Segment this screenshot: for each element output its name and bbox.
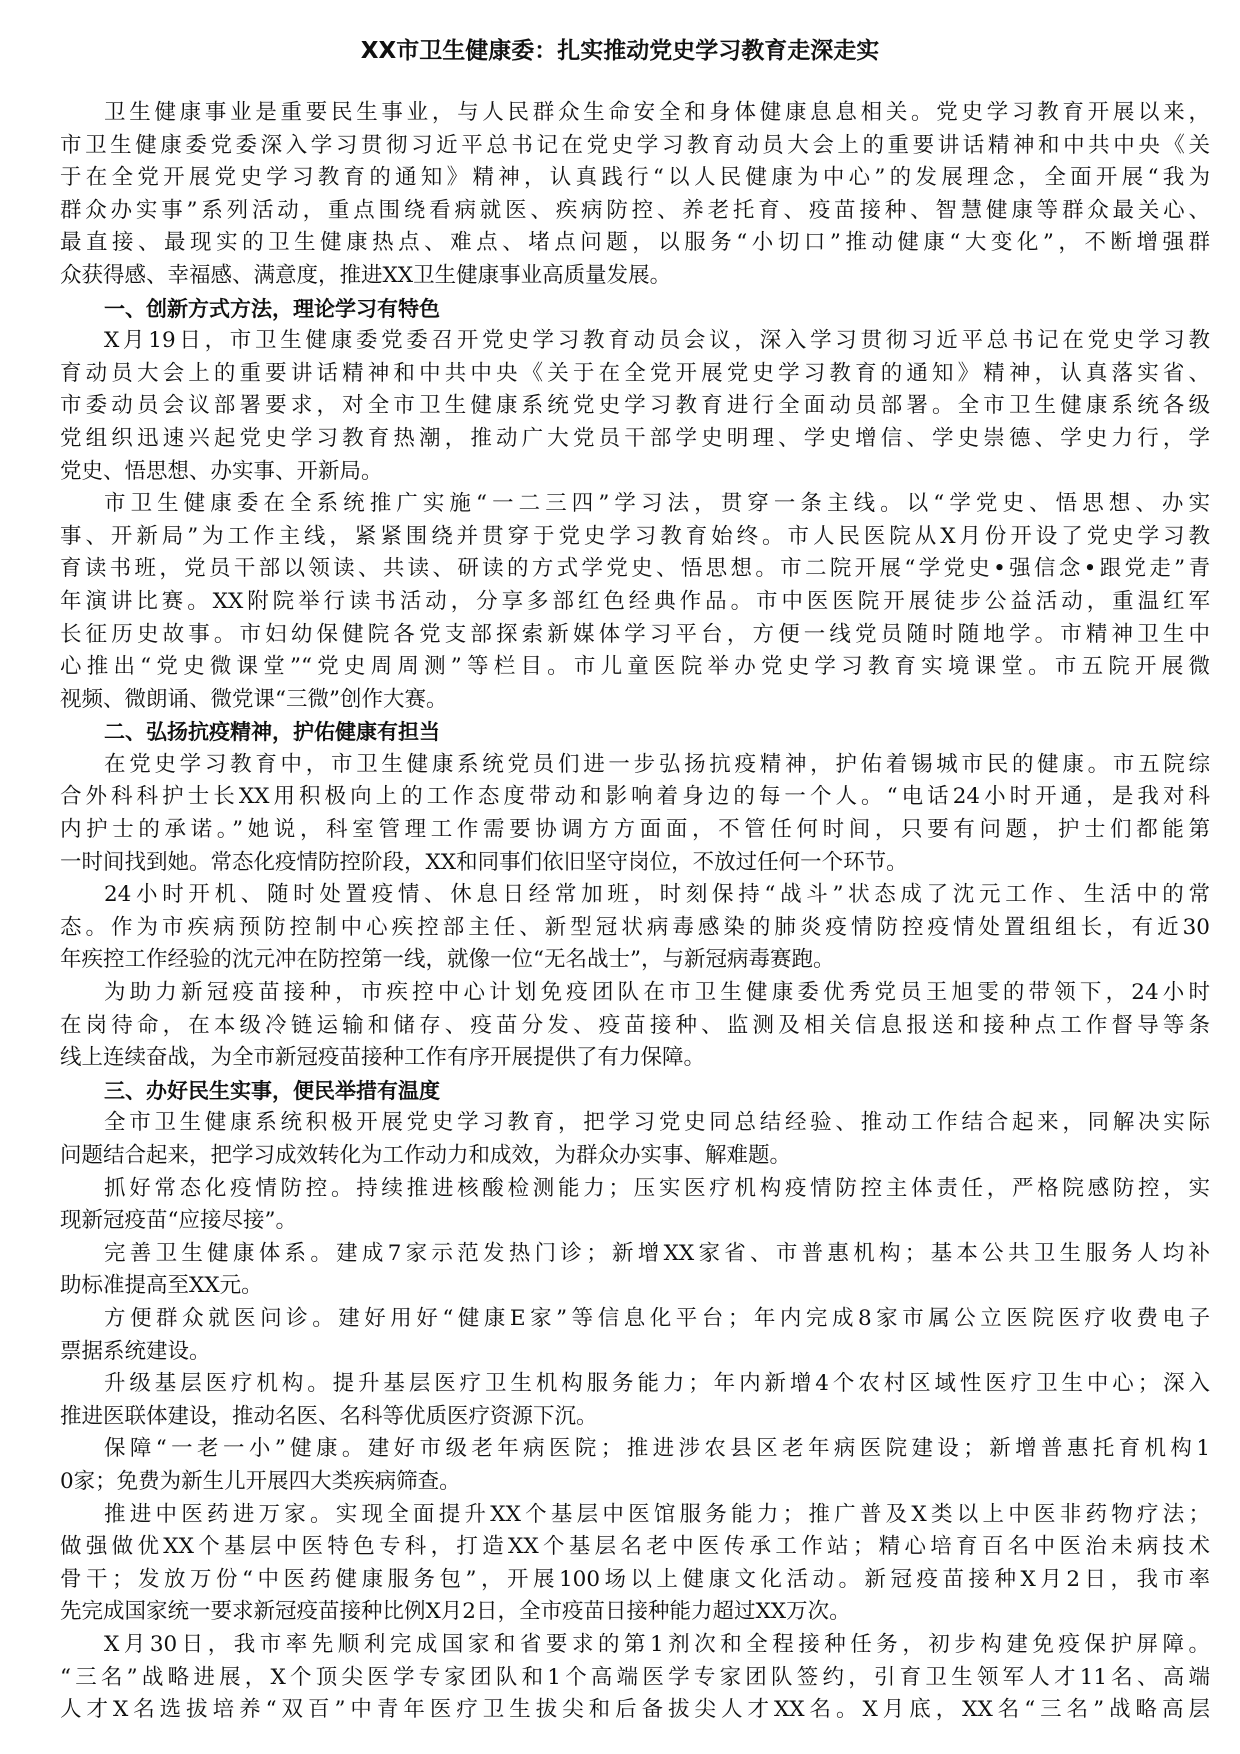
paragraph-line: 心推出“党史微课堂”“党史周周测”等栏目。市儿童医院举办党史学习教育实境课堂。市五院开展微 [60,654,1210,680]
paragraph-line: 人才X名选拔培养“双百”中青年医疗卫生拔尖和后备拔尖人才XX名。X月底，XX名“三名”战略高层 [60,1697,1210,1723]
paragraph [60,1433,1210,1498]
paragraph-line: 抓好常态化疫情防控。持续推进核酸检测能力；压实医疗机构疫情防控主体责任，严格院感防控，实 [104,1175,1210,1201]
paragraph-line: 助标准提高至XX元。 [60,1273,263,1299]
paragraph-line: 市卫生健康委党委深入学习贯彻习近平总书记在党史学习教育动员大会上的重要讲话精神和中共中央《关 [60,132,1210,158]
paragraph-line: 推进中医药进万家。实现全面提升XX个基层中医馆服务能力；推广普及X类以上中医非药物疗法； [104,1501,1210,1527]
paragraph [60,488,1210,716]
paragraph-line: 党史、悟思想、办实事、开新局。 [60,458,383,484]
paragraph-line: 票据系统建设。 [60,1338,211,1364]
paragraph-line: 问题结合起来，把学习成效转化为工作动力和成效，为群众办实事、解难题。 [60,1143,792,1168]
paragraph-line: “三名”战略进展，X个顶尖医学专家团队和1个高端医学专家团队签约，引育卫生领军人才11名、高端 [60,1664,1210,1690]
paragraph-line: 众获得感、幸福感、满意度，推进XX卫生健康事业高质量发展。 [60,262,672,288]
section-heading: 三、办好民生实事，便民举措有温度 [104,1078,440,1103]
paragraph-line: 育读书班，党员干部以领读、共读、研读的方式学党史、悟思想。市二院开展“学党史•强信念•跟党走”青 [60,556,1210,582]
paragraph-line: 育动员大会上的重要讲话精神和中共中央《关于在全党开展党史学习教育的通知》精神，认真落实省、 [60,360,1210,386]
paragraph-line: 市委动员会议部署要求，对全市卫生健康系统党史学习教育进行全面动员部署。全市卫生健康系统各级 [60,393,1210,419]
paragraph-line: 事、开新局”为工作主线，紧紧围绕并贯穿于党史学习教育始终。市人民医院从X月份开设了党史学习教 [60,523,1210,549]
paragraph-line: X月19日，市卫生健康委党委召开党史学习教育动员会议，深入学习贯彻习近平总书记在党史学习教 [104,328,1210,354]
paragraph [60,1107,1210,1172]
paragraph-line: 市卫生健康委在全系统推广实施“一二三四”学习法，贯穿一条主线。以“学党史、悟思想、办实 [104,491,1210,517]
paragraph-line: 长征历史故事。市妇幼保健院各党支部探索新媒体学习平台，方便一线党员随时随地学。市精神卫生中 [60,621,1210,647]
paragraph-line: 合外科科护士长XX用积极向上的工作态度带动和影响着身边的每一个人。“电话24小时开通，是我对科 [60,784,1210,810]
paragraph-line: 于在全党开展党史学习教育的通知》精神，认真践行“以人民健康为中心”的发展理念，全面开展“我为 [60,165,1210,191]
paragraph-line: 升级基层医疗机构。提升基层医疗卫生机构服务能力；年内新增4个农村区域性医疗卫生中心；深入 [104,1371,1210,1397]
paragraph [60,1629,1210,1727]
paragraph [60,977,1210,1075]
paragraph-line: 保障“一老一小”健康。建好市级老年病医院；推进涉农县区老年病医院建设；新增普惠托育机构1 [104,1436,1210,1462]
paragraph [60,1368,1210,1433]
paragraph-line: 态。作为市疾病预防控制中心疾控部主任、新型冠状病毒感染的肺炎疫情防控疫情处置组组长，有近30 [60,914,1210,940]
document-title: XX市卫生健康委：扎实推动党史学习教育走深走实 [360,38,880,64]
paragraph-line: 24小时开机、随时处置疫情、休息日经常加班，时刻保持“战斗”状态成了沈元工作、生活中的常 [104,882,1210,908]
paragraph-line: 全市卫生健康系统积极开展党史学习教育，把学习党史同总结经验、推动工作结合起来，同解决实际 [104,1110,1210,1136]
paragraph-line: 方便群众就医问诊。建好用好“健康E家”等信息化平台；年内完成8家市属公立医院医疗收费电子 [104,1305,1210,1331]
section-heading: 二、弘扬抗疫精神，护佑健康有担当 [104,720,440,745]
paragraph-line: 完善卫生健康体系。建成7家示范发热门诊；新增XX家省、市普惠机构；基本公共卫生服务人均补 [104,1240,1210,1266]
paragraph-line: 先完成国家统一要求新冠疫苗接种比例X月2日，全市疫苗日接种能力超过XX万次。 [60,1599,851,1625]
paragraph [60,1238,1210,1303]
paragraph-line: X月30日，我市率先顺利完成国家和省要求的第1剂次和全程接种任务，初步构建免疫保护屏障。 [104,1631,1210,1657]
paragraph-line: 内护士的承诺。”她说，科室管理工作需要协调方方面面，不管任何时间，只要有问题，护士们都能第 [60,817,1210,843]
paragraph-line: 为助力新冠疫苗接种，市疾控中心计划免疫团队在市卫生健康委优秀党员王旭雯的带领下，24小时 [104,980,1210,1006]
paragraph-line: 在岗待命，在本级冷链运输和储存、疫苗分发、疫苗接种、监测及相关信息报送和接种点工作督导等条 [60,1012,1210,1038]
paragraph-line: 卫生健康事业是重要民生事业，与人民群众生命安全和身体健康息息相关。党史学习教育开展以来， [104,100,1210,125]
paragraph [60,879,1210,977]
paragraph [60,325,1210,488]
paragraph-line: 现新冠疫苗“应接尽接”。 [60,1208,297,1234]
paragraph [60,1303,1210,1368]
paragraph-line: 0家；免费为新生儿开展四大类疾病筛查。 [60,1468,461,1494]
paragraph-line: 一时间找到她。常态化疫情防控阶段，XX和同事们依旧坚守岗位，不放过任何一个环节。 [60,849,908,875]
paragraph-line: 年疾控工作经验的沈元冲在防控第一线，就像一位“无名战士”，与新冠病毒赛跑。 [60,947,835,973]
paragraph-line: 在党史学习教育中，市卫生健康系统党员们进一步弘扬抗疫精神，护佑着锡城市民的健康。市五院综 [104,751,1210,777]
paragraph [60,1173,1210,1238]
paragraph-line: 骨干；发放万份“中医药健康服务包”，开展100场以上健康文化活动。新冠疫苗接种X月2日，我市率 [60,1566,1210,1592]
paragraph-line: 视频、微朗诵、微党课“三微”创作大赛。 [60,686,448,712]
paragraph [60,1499,1210,1629]
document-body [60,97,1210,1727]
section-heading: 一、创新方式方法，理论学习有特色 [104,296,440,321]
paragraph [60,749,1210,879]
paragraph-line: 年演讲比赛。XX附院举行读书活动，分享多部红色经典作品。市中医医院开展徒步公益活动，重温红军 [60,588,1210,614]
paragraph-line: 党组织迅速兴起党史学习教育热潮，推动广大党员干部学史明理、学史增信、学史崇德、学史力行，学 [60,425,1210,451]
paragraph-line: 做强做优XX个基层中医特色专科，打造XX个基层名老中医传承工作站；精心培育百名中医治未病技术 [60,1534,1210,1560]
paragraph-line: 最直接、最现实的卫生健康热点、难点、堵点问题，以服务“小切口”推动健康“大变化”，不断增强群 [60,230,1210,256]
paragraph-line: 推进医联体建设，推动名医、名科等优质医疗资源下沉。 [60,1403,598,1429]
paragraph-line: 线上连续奋战，为全市新冠疫苗接种工作有序开展提供了有力保障。 [60,1045,706,1071]
paragraph [60,97,1210,293]
paragraph-line: 群众办实事”系列活动，重点围绕看病就医、疾病防控、养老托育、疫苗接种、智慧健康等群众最关心、 [60,197,1210,223]
